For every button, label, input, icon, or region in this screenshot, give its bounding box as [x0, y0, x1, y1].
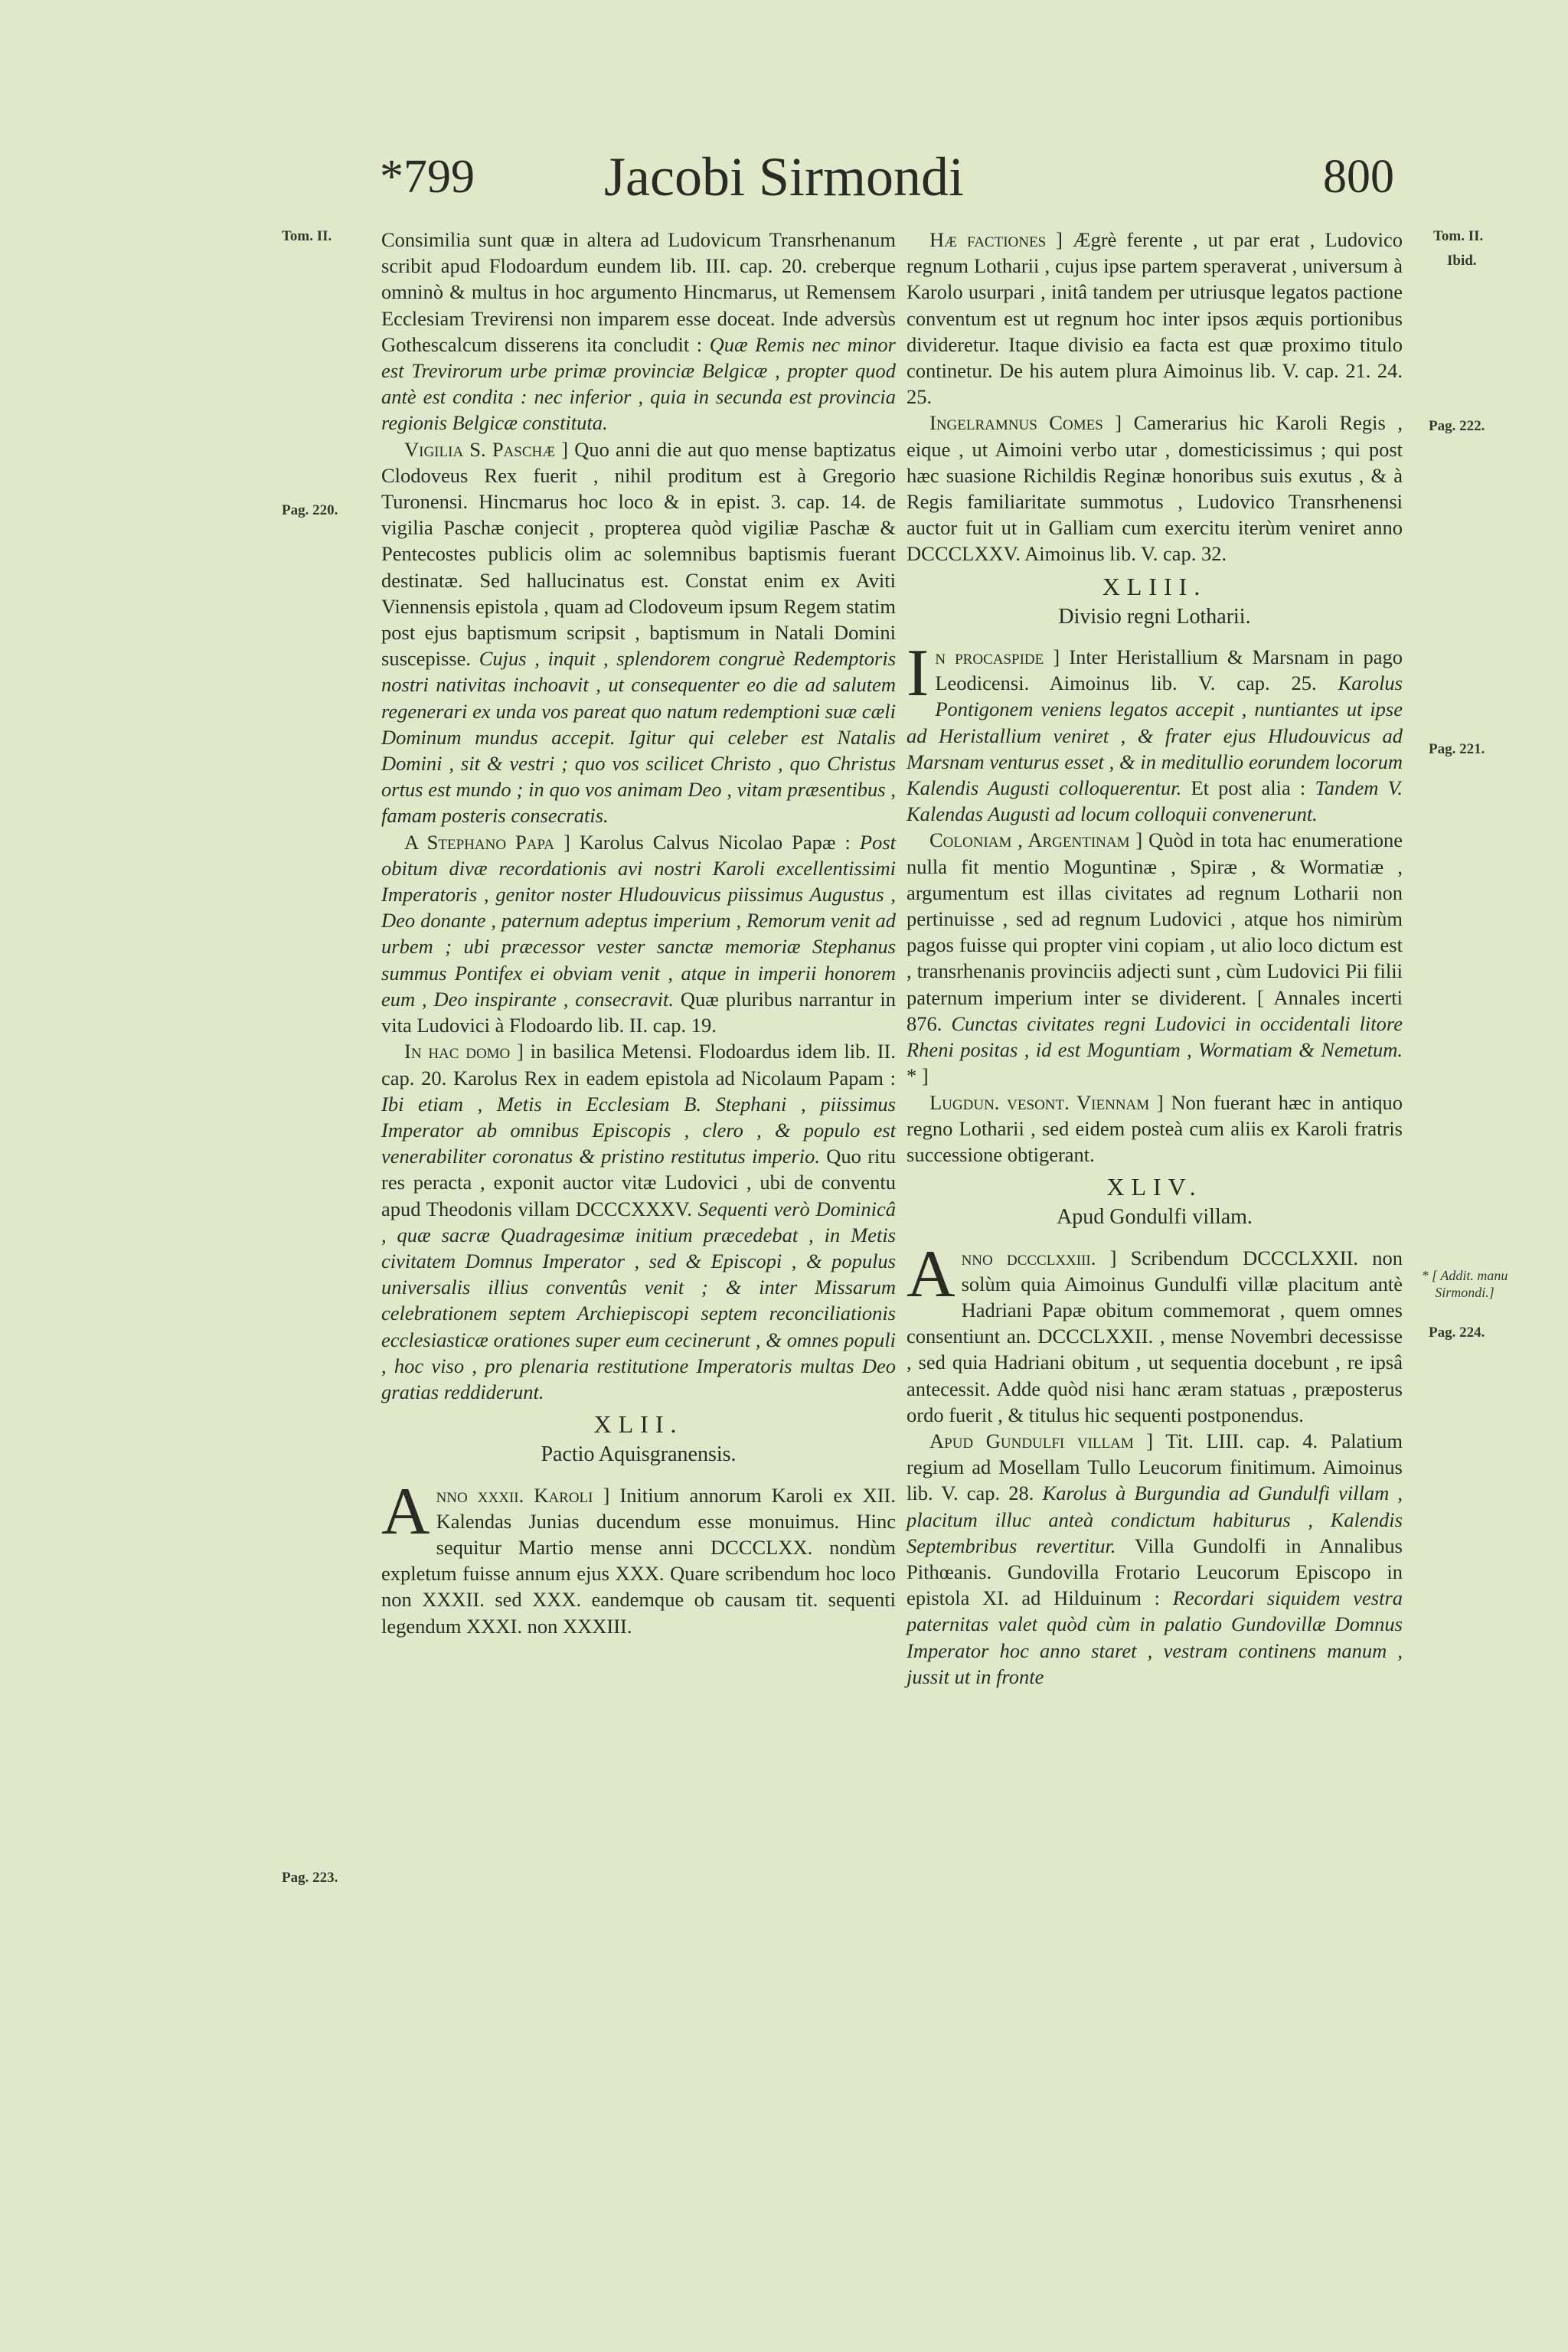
lemma: Coloniam , Argentinam ]	[929, 828, 1143, 852]
paragraph: A nno dccclxxiii. ] Scribendum DCCCLXXII. non solùm quia Aimoinus Gundulfi villæ placitum antè Hadriani Papæ obitum commemorat , quem omnes consentiunt an. DCCCLXXII. , mense Novembri decessisse , sed quia Hadriani obitum , ut sequentia docebunt , re ipsâ antecessit. Adde quòd nisi hanc æram statuas , præposterus ordo fuerit , & titulus hic sequenti postponendus.	[906, 1236, 1403, 1426]
drop-cap: A	[381, 1474, 430, 1549]
paragraph: A nno xxxii. Karoli ] Initium annorum Karoli ex XII. Kalendas Junias ducendum esse monuimus. Hinc sequitur Martio mense anni DCCCLXX. nondùm expletum fuisse annum ejus XXX. Quare scribendum hoc loco non XXXII. sed XXX. eandemque ob causam tit. sequenti legendum XXXI. non XXXIII.	[381, 1474, 896, 1638]
paragraph: Ingelramnus Comes ] Camerarius hic Karoli Regis , eique , ut Aimoini verbo utar , domesticissimus ; qui post hæc suasione Richildis Reginæ honoribus suis exutus , & à Regis familiaritate summotus , Ludovico Transrhenensi auctor fuit ut in Galliam cum exercitu iterùm veniret anno DCCCLXXV. Aimoinus lib. V. cap. 32.	[906, 411, 1403, 566]
section-title: Pactio Aquisgranensis.	[541, 1442, 737, 1467]
paragraph: Hæ factiones ] Ægrè ferente , ut par erat , Ludovico regnum Lotharii , cujus ipse partem speraverat , universum à Karolo usurpari , initâ tandem per utriusque legatos pactione conventum est ut regnum hoc inter ipsos æquis portionibus divideretur. Itaque divisio ea facta est quæ proximo titulo continetur. De his autem plura Aimoinus lib. V. cap. 21. 24. 25.	[906, 228, 1403, 409]
lemma: nno xxxii. Karoli ]	[436, 1483, 610, 1507]
paragraph: Coloniam , Argentinam ] Quòd in tota hac enumeratione nulla fit mentio Moguntinæ , Spiræ , & Wormatiæ , argumentum est illas civitates ad regnum Lotharii non pertinuisse , sed ad regnum Ludovici , atque hos nimirùm pagos fuisse qui propter vini copiam , ut alio loco dictum est , transrhenanis provinciis adjecti sunt , cùm Ludovici Pii filii paternum imperium inter se dividerent. [ Annales incerti 876. Cunctas civitates regni Ludovici in occidentali litore Rheni positas , id est Moguntiam , Wormatiam & Nemetum. * ]	[906, 828, 1403, 1088]
lemma: Apud Gundulfi villam ]	[929, 1429, 1154, 1452]
right-column-number: 800	[1323, 151, 1394, 203]
margin-note-left-tom: Tom. II.	[282, 228, 332, 244]
lemma: n procaspide ]	[935, 645, 1060, 669]
section-title: Apud Gondulfi villam.	[1057, 1205, 1253, 1230]
margin-note-right-pag222: Pag. 222.	[1429, 418, 1485, 434]
lemma: Ingelramnus Comes ]	[929, 411, 1122, 435]
paragraph: Lugdun. vesont. Viennam ] Non fuerant hæc in antiquo regno Lotharii , sed eidem posteà cum aliis ex Karoli fratris successione obtigerant.	[906, 1090, 1403, 1166]
left-text-column	[381, 227, 896, 1639]
right-text-column	[906, 227, 1403, 1690]
drop-cap: I	[906, 636, 929, 711]
section-number: XLII.	[593, 1410, 684, 1439]
left-column-number: *799	[380, 151, 475, 203]
margin-note-right-pag224: Pag. 224.	[1429, 1325, 1485, 1341]
lemma: nno dccclxxiii. ]	[961, 1246, 1117, 1269]
drop-cap: A	[906, 1236, 956, 1312]
paragraph: In hac domo ] in basilica Metensi. Flodoardus idem lib. II. cap. 20. Karolus Rex in eadem epistola ad Nicolaum Papam : Ibi etiam , Metis in Ecclesiam B. Stephani , piissimus Imperator ab omnibus Episcopis , clero , & populo est venerabiliter coronatus & pristino restitutus imperio. Quo ritu res peracta , exponit auctor vitæ Ludovici , ubi de conventu apud Theodonis villam DCCCXXXV. Sequenti verò Dominicâ , quæ sacræ Quadragesimæ initium præcedebat , in Metis civitatem Domnus Imperator , sed & Episcopi , & populus universalis illius conventûs venit ; & inter Missarum celebrationem septem Archiepiscopi septem reconciliationis ecclesiasticæ orationes super eum cecinerunt , & omnes populi , hoc viso , pro plenaria restitutione Imperatoris multas Deo gratias reddiderunt.	[381, 1040, 897, 1403]
margin-note-right-ibid: Ibid.	[1447, 253, 1477, 269]
margin-note-right-addition: * [ Addit. manu Sirmondi.]	[1421, 1268, 1508, 1300]
lemma: Vigilia S. Paschæ ]	[404, 437, 569, 461]
margin-note-left-pag220: Pag. 220.	[282, 502, 338, 518]
lemma: Hæ factiones ]	[929, 228, 1063, 251]
lemma: Lugdun. vesont. Viennam ]	[929, 1090, 1164, 1114]
margin-note-right-tom: Tom. II.	[1433, 228, 1484, 244]
section-title: Divisio regni Lotharii.	[1058, 604, 1251, 629]
paragraph: Consimilia sunt quæ in altera ad Ludovicum Transrhenanum scribit apud Flodoardum eundem lib. III. cap. 20. creberque omninò & multus in hoc argumento Hincmarus, ut Remensem Ecclesiam Trevirensi non imparem esse doceat. Inde adversùs Gothescalcum disserens ita concludit : Quæ Remis nec minor est Trevirorum urbe primæ provinciæ Belgicæ , propter quod antè est condita : nec inferior , quia in secunda est provincia regionis Belgicæ constituta.	[381, 228, 896, 435]
lemma: In hac domo ]	[404, 1040, 524, 1063]
paragraph: A Stephano Papa ] Karolus Calvus Nicolao Papæ : Post obitum divæ recordationis avi nostri Karoli excellentissimi Imperatoris , genitor noster Hludouvicus piissimus Augustus , Deo donante , paternum adeptus imperium , Remorum venit ad urbem ; ubi præcessor vester sanctæ memoriæ Stephanus summus Pontifex ei obviam venit , atque in imperii honorem eum , Deo inspirante , consecravit. Quæ pluribus narrantur in vita Ludovici à Flodoardo lib. II. cap. 19.	[381, 830, 897, 1037]
margin-note-left-pag223: Pag. 223.	[282, 1870, 338, 1886]
running-title: Jacobi Sirmondi	[604, 146, 964, 207]
margin-note-right-pag221: Pag. 221.	[1429, 741, 1485, 757]
section-number: XLIII.	[1102, 572, 1207, 600]
paragraph: I n procaspide ] Inter Heristallium & Marsnam in pago Leodicensi. Aimoinus lib. V. cap. 25. Karolus Pontigonem veniens legatos accepit , nuntiantes ut ipse ad Heristallium veniret , & frater ejus Hludouvicus ad Marsnam venturus esset , & in meditullio eorundem locorum Kalendis Augusti colloquerentur. Et post alia : Tandem V. Kalendas Augusti ad locum colloquii convenerunt.	[906, 636, 1403, 826]
paragraph: Apud Gundulfi villam ] Tit. LIII. cap. 4. Palatium regium ad Mosellam Tullo Leucorum finitimum. Aimoinus lib. V. cap. 28. Karolus à Burgundia ad Gundulfi villam , placitum illuc anteà condictum habiturus , Kalendis Septembribus revertitur. Villa Gundolfi in Annalibus Pithœanis. Gundovilla Frotario Leucorum Episcopo in epistola XI. ad Hilduinum : Recordari siquidem vestra paternitas valet quòd cùm in palatio Gundovillæ Domnus Imperator hoc anno staret , vestram continens manum , jussit ut in fronte	[906, 1429, 1403, 1688]
paragraph: Vigilia S. Paschæ ] Quo anni die aut quo mense baptizatus Clodoveus Rex fuerit , nihil proditum est à Gregorio Turonensi. Hincmarus hoc loco & in epist. 3. cap. 14. de vigilia Paschæ conjecit , propterea quòd vigiliæ Paschæ & Pentecostes publicis olim ac solemnibus baptismis fuerant destinatæ. Sed hallucinatus est. Constat enim ex Aviti Viennensis epistola , quam ad Clodoveum ipsum Regem statim post ejus baptismum scripsit , baptismum in Natali Domini suscepisse. Cujus , inquit , splendorem congruè Redemptoris nostri nativitas inchoavit , ut consequenter eo die ad salutem regenerari ex unda vos pareat quo natum redemptioni suæ cæli Dominum mundus accepit. Igitur qui celeber est Natalis Domini , sit & vestri ; quo vos scilicet Christo , quo Christus ortus est mundo ; in quo vos animam Deo , vitam præsentibus , famam posteris consecratis.	[381, 437, 897, 828]
page-header	[0, 145, 1568, 214]
section-number: XLIV.	[1106, 1173, 1203, 1201]
lemma: A Stephano Papa ]	[404, 830, 570, 854]
